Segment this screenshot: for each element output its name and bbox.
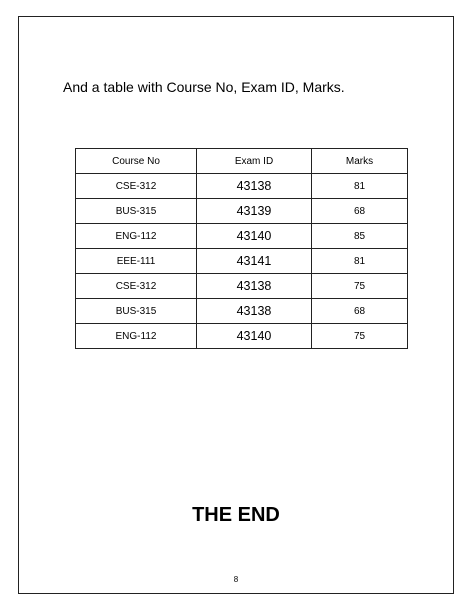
table-row <box>76 324 408 349</box>
table-row <box>76 199 408 224</box>
header-marks: Marks <box>312 149 408 174</box>
intro-paragraph: And a table with Course No, Exam ID, Marks. <box>63 79 345 95</box>
marks-table <box>75 148 408 349</box>
cell-course-no: BUS-315 <box>76 199 197 224</box>
closing-heading: THE END <box>192 504 280 526</box>
cell-exam-id: 43138 <box>197 274 312 299</box>
cell-marks: 81 <box>312 249 408 274</box>
document-page <box>18 16 454 594</box>
cell-course-no: CSE-312 <box>76 174 197 199</box>
cell-course-no: ENG-112 <box>76 324 197 349</box>
cell-exam-id: 43138 <box>197 174 312 199</box>
cell-marks: 68 <box>312 299 408 324</box>
cell-marks: 75 <box>312 324 408 349</box>
header-exam-id: Exam ID <box>197 149 312 174</box>
cell-course-no: EEE-111 <box>76 249 197 274</box>
cell-exam-id: 43141 <box>197 249 312 274</box>
table-row <box>76 299 408 324</box>
page-number: 8 <box>233 575 239 584</box>
cell-marks: 68 <box>312 199 408 224</box>
cell-marks: 85 <box>312 224 408 249</box>
cell-marks: 81 <box>312 174 408 199</box>
cell-course-no: BUS-315 <box>76 299 197 324</box>
cell-marks: 75 <box>312 274 408 299</box>
table-row <box>76 274 408 299</box>
table-row <box>76 249 408 274</box>
table-row <box>76 174 408 199</box>
table-row <box>76 224 408 249</box>
cell-exam-id: 43139 <box>197 199 312 224</box>
cell-course-no: ENG-112 <box>76 224 197 249</box>
cell-exam-id: 43138 <box>197 299 312 324</box>
header-course-no: Course No <box>76 149 197 174</box>
cell-exam-id: 43140 <box>197 224 312 249</box>
cell-exam-id: 43140 <box>197 324 312 349</box>
cell-course-no: CSE-312 <box>76 274 197 299</box>
table-header-row <box>76 149 408 174</box>
